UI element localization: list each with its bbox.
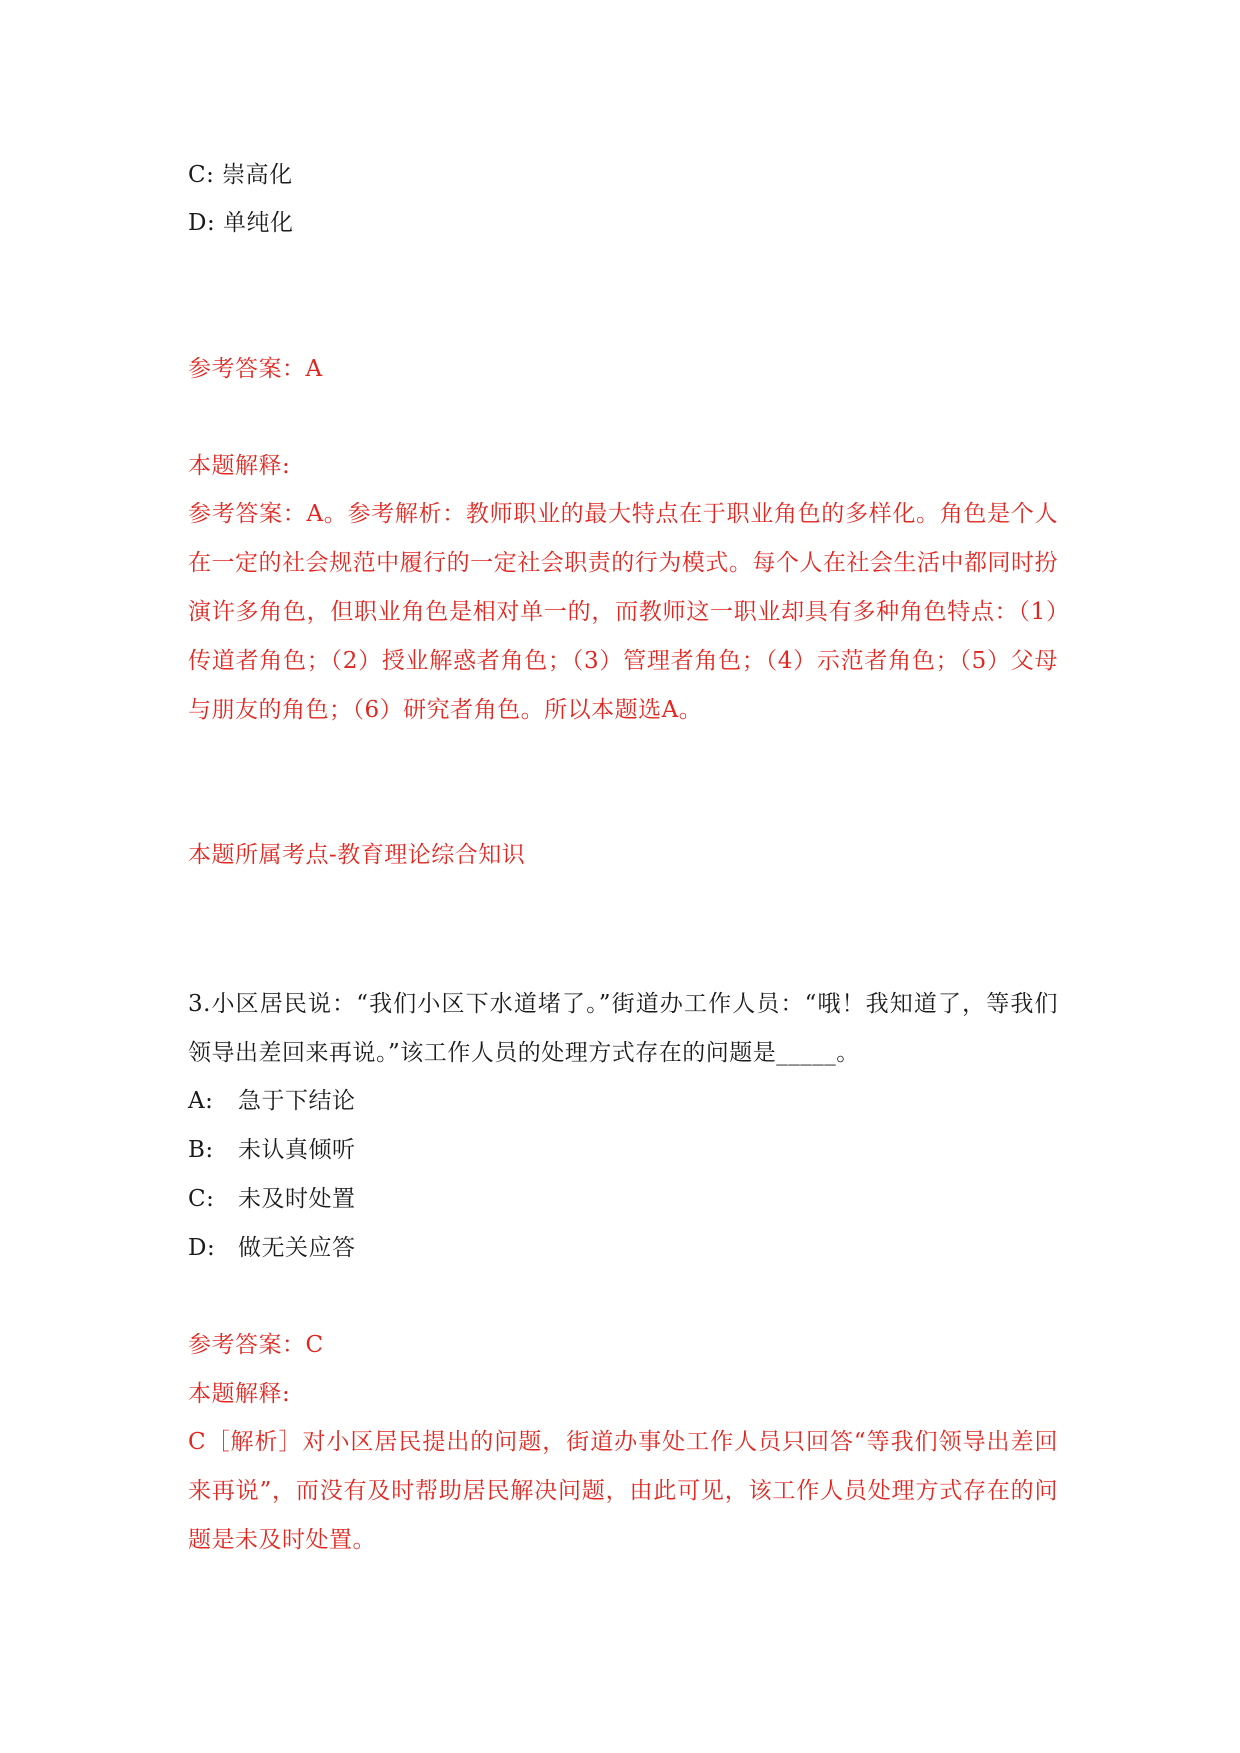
option-text: 做无关应答 xyxy=(238,1235,356,1261)
option-label: D: xyxy=(188,210,216,236)
option-label: D: xyxy=(188,1235,216,1261)
option-text: 崇高化 xyxy=(222,162,293,188)
knowledge-point: 本题所属考点-教育理论综合知识 xyxy=(188,842,526,868)
question-stem: 3.小区居民说：“我们小区下水道堵了。”街道办工作人员：“哦！我知道了，等我们领导出差回来再说。”该工作人员的处理方式存在的问题是_____。 xyxy=(188,991,1058,1066)
explanation-title: 本题解释: xyxy=(188,1381,291,1407)
option-text: 未及时处置 xyxy=(238,1186,356,1212)
option-text: 单纯化 xyxy=(223,210,294,236)
option-label: B: xyxy=(188,1137,214,1163)
option-a xyxy=(188,1086,356,1116)
option-c xyxy=(188,1184,356,1214)
answer-line: 参考答案：C xyxy=(188,1332,324,1358)
option-d xyxy=(188,1233,356,1263)
explanation-text: C［解析］对小区居民提出的问题，街道办事处工作人员只回答“等我们领导出差回来再说”，而没有及时帮助居民解决问题，由此可见，该工作人员处理方式存在的问题是未及时处置。 xyxy=(188,1429,1058,1553)
answer-line: 参考答案：A xyxy=(188,356,323,382)
option-label: C: xyxy=(188,162,215,188)
option-label: A: xyxy=(188,1088,214,1114)
option-d xyxy=(188,208,294,238)
option-text: 未认真倾听 xyxy=(238,1137,356,1163)
explanation-title: 本题解释: xyxy=(188,453,291,479)
option-b xyxy=(188,1135,356,1165)
explanation-text: 参考答案：A。参考解析：教师职业的最大特点在于职业角色的多样化。角色是个人在一定的社会规范中履行的一定社会职责的行为模式。每个人在社会生活中都同时扮演许多角色，但职业角色是相对单一的，而教师这一职业却具有多种角色特点：（1）传道者角色；（2）授业解惑者角色；（3）管理者角色；（4）示范者角色；（5）父母与朋友的角色；（6）研究者角色。所以本题选A。 xyxy=(188,501,1058,723)
option-text: 急于下结论 xyxy=(238,1088,356,1114)
option-label: C: xyxy=(188,1186,215,1212)
option-c xyxy=(188,160,293,190)
